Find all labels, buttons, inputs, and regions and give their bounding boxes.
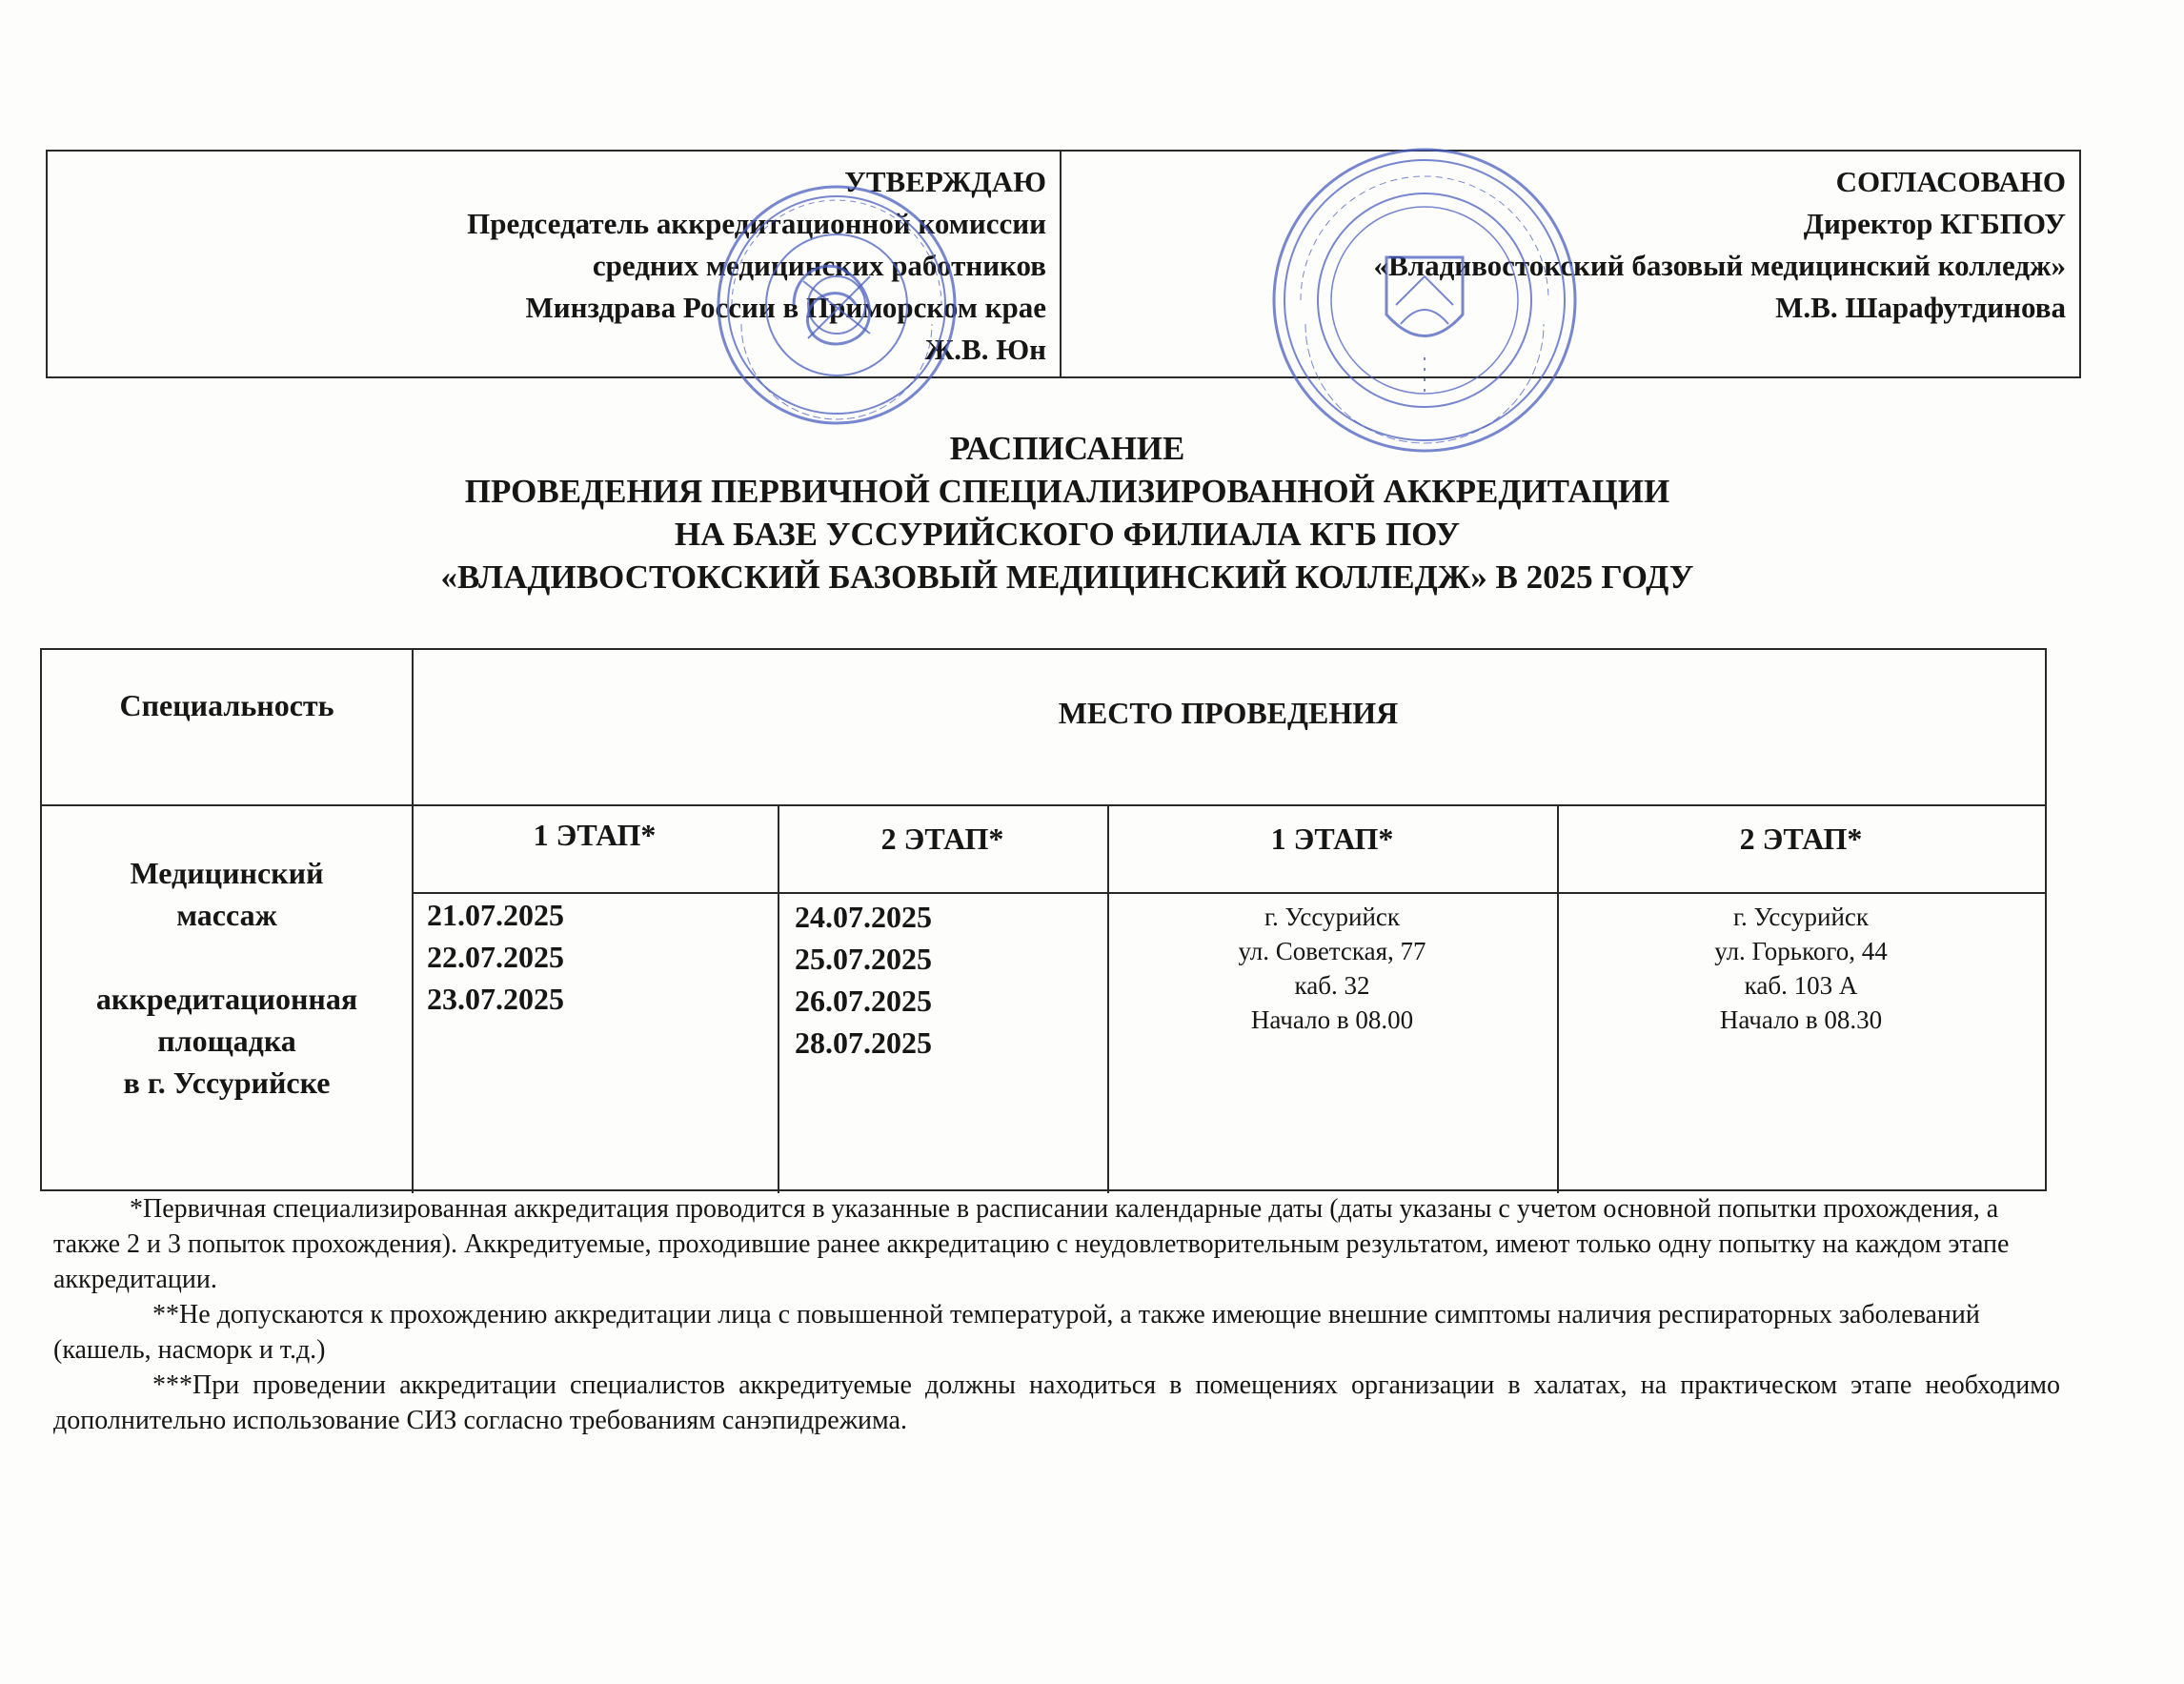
- date-item: 28.07.2025: [795, 1025, 932, 1060]
- title-line2: ПРОВЕДЕНИЯ ПЕРВИЧНОЙ СПЕЦИАЛИЗИРОВАННОЙ АККРЕДИТАЦИИ: [464, 473, 1670, 510]
- approve-heading: УТВЕРЖДАЮ: [844, 165, 1046, 198]
- approval-left-cell: [48, 152, 1062, 376]
- table-divider: [42, 804, 2045, 806]
- place-street: ул. Советская, 77: [1238, 937, 1426, 965]
- stage-header: 2 ЭТАП*: [880, 822, 1004, 856]
- stage2-dates: [795, 896, 932, 1064]
- agreed-signatory: М.В. Шарафутдинова: [1775, 291, 2066, 324]
- footnote-1: *Первичная специализированная аккредитация проводится в указанные в расписании календарные даты (даты указаны с учетом основной попытки прохождения, а также 2 и 3 попыток прохождения). Аккредитуемые, проходившие ранее аккредитацию с неудовлетворительным результатом, имеют только одну попытку на каждом этапе аккредитации.: [53, 1194, 2010, 1294]
- stage1-place: [1107, 900, 1557, 1037]
- table-divider: [412, 892, 2045, 894]
- place-room: каб. 32: [1294, 971, 1370, 1000]
- footnotes: [53, 1191, 2060, 1438]
- document-title: [0, 427, 2134, 599]
- date-item: 24.07.2025: [795, 900, 932, 934]
- date-item: 22.07.2025: [427, 940, 564, 974]
- title-line4: «ВЛАДИВОСТОКСКИЙ БАЗОВЫЙ МЕДИЦИНСКИЙ КОЛЛЕДЖ» В 2025 ГОДУ: [440, 558, 1694, 596]
- specialty-site: аккредитационная: [95, 982, 358, 1016]
- table-divider: [778, 804, 779, 1193]
- place-room: каб. 103 А: [1744, 971, 1858, 1000]
- agreed-line1: Директор КГБПОУ: [1803, 207, 2066, 240]
- stage2-place: [1557, 900, 2045, 1037]
- footnote-2: **Не допускаются к прохождению аккредитации лица с повышенной температурой, а также имеющие внешние симптомы наличия респираторных заболеваний (кашель, насморк и т.д.): [53, 1300, 1980, 1365]
- approve-line2: средних медицинских работников: [592, 249, 1046, 282]
- agreed-heading: СОГЛАСОВАНО: [1835, 165, 2066, 198]
- stage-header: 1 ЭТАП*: [533, 818, 657, 852]
- approve-line3: Минздрава России в Приморском крае: [525, 291, 1046, 324]
- approve-signatory: Ж.В. Юн: [924, 333, 1046, 366]
- place-start-time: Начало в 08.30: [1719, 1005, 1883, 1034]
- approval-table: [46, 150, 2081, 378]
- stage-header: 2 ЭТАП*: [1739, 822, 1863, 856]
- schedule-table: [40, 648, 2047, 1191]
- date-item: 21.07.2025: [427, 898, 564, 932]
- stage-header: 1 ЭТАП*: [1270, 822, 1394, 856]
- approval-right-cell: [1062, 152, 2079, 376]
- place-city: г. Уссурийск: [1732, 903, 1869, 931]
- specialty-name: Медицинский: [130, 856, 324, 890]
- specialty-name: массаж: [176, 898, 277, 932]
- date-item: 26.07.2025: [795, 984, 932, 1018]
- title-line1: РАСПИСАНИЕ: [949, 430, 1185, 467]
- place-start-time: Начало в 08.00: [1250, 1005, 1414, 1034]
- header-place: МЕСТО ПРОВЕДЕНИЯ: [1058, 696, 1399, 730]
- place-city: г. Уссурийск: [1264, 903, 1400, 931]
- header-specialty: Специальность: [119, 688, 334, 722]
- specialty-site: в г. Уссурийске: [123, 1065, 331, 1100]
- stage1-dates: [427, 894, 564, 1020]
- date-item: 25.07.2025: [795, 942, 932, 976]
- approve-line1: Председатель аккредитационной комиссии: [467, 207, 1046, 240]
- specialty-site: площадка: [157, 1024, 296, 1058]
- agreed-line2: «Владивостокский базовый медицинский колледж»: [1373, 249, 2066, 282]
- specialty-cell: [42, 852, 412, 1104]
- date-item: 23.07.2025: [427, 982, 564, 1016]
- place-street: ул. Горького, 44: [1714, 937, 1888, 965]
- title-line3: НА БАЗЕ УССУРИЙСКОГО ФИЛИАЛА КГБ ПОУ: [674, 516, 1461, 553]
- footnote-3: ***При проведении аккредитации специалистов аккредитуемые должны находиться в помещениях организации в халатах, на практическом этапе необходимо дополнительно использование СИЗ согласно требованиям санэпидрежима.: [53, 1370, 2060, 1435]
